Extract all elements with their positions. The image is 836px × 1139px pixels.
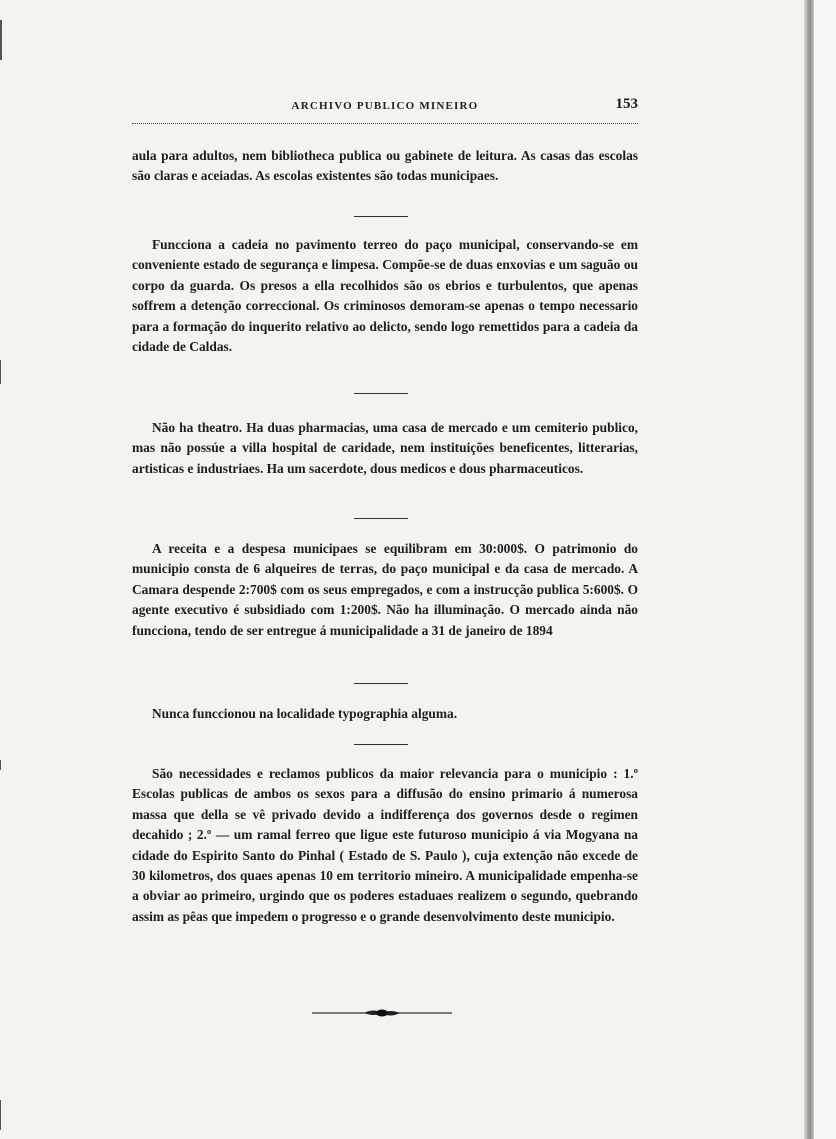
paragraph-public-services: Não ha theatro. Ha duas pharmacias, uma casa de mercado e um cemiterio publico, mas não possúe a villa hospital de caridade, nem instituições beneficentes, litterarias, artisticas e industriaes. Ha um sacerdote, dous medicos e dous pharmaceuticos. [132, 420, 638, 476]
section-separator [354, 216, 408, 217]
section-separator [354, 393, 408, 394]
paragraph-printing: Nunca funccionou na localidade typographia alguma. [152, 706, 458, 721]
section-separator [354, 683, 408, 684]
scan-edge-mark [0, 1100, 1, 1130]
paragraph-needs: São necessidades e reclamos publicos da maior relevancia para o municipio : 1.º Escolas publicas de ambos os sexos para a diffusão do ensino primario á numerosa massa que della se vê privado devido a indifferença dos governos desde o regimen decahido ; 2.º — um ramal ferreo que ligue este futuroso municipio á via Mogyana na cidade do Espirito Santo do Pinhal ( Estado de S. Paulo ), cuja extenção não excede de 30 kilometros, dos quaes apenas 10 em territorio mineiro. A municipalidade empenha-se a obviar ao primeiro, urgindo que os poderes estaduaes realizem o segundo, quebrando assim as pêas que impedem o progresso e o grande desenvolvimento deste municipio. [132, 766, 638, 924]
scan-edge-mark [0, 360, 1, 384]
page-number: 153 [615, 96, 638, 112]
book-spine-shadow [804, 0, 814, 1139]
scan-edge-mark [0, 20, 2, 60]
section-separator [354, 744, 408, 745]
running-header [132, 96, 638, 120]
page-margin-right [814, 0, 836, 1139]
paragraph-finances: A receita e a despesa municipaes se equilibram em 30:000$. O patrimonio do municipio consta de 6 alqueires de terras, do paço municipal e da casa de mercado. A Camara despende 2:700$ com os seus empregados, e com a instrucção publica 5:600$. O agente executivo é subsidiado com 1:200$. Não ha illuminação. O mercado ainda não funcciona, tendo de ser entregue á municipalidade a 31 de janeiro de 1894 [132, 541, 638, 638]
scan-edge-mark [0, 760, 1, 770]
end-ornament-icon [312, 1006, 452, 1020]
paragraph-jail: Funcciona a cadeia no pavimento terreo do paço municipal, conservando-se em conveniente estado de segurança e limpesa. Compõe-se de duas enxovias e um saguão ou corpo da guarda. Os presos a ella recolhidos são os ebrios e turbulentos, que apenas soffrem a detenção correccional. Os criminosos demoram-se apenas o tempo necessario para a formação do inquerito relativo ao delicto, sendo logo remettidos para a cadeia da cidade de Caldas. [132, 237, 638, 355]
header-rule [132, 123, 638, 124]
paragraph-schools: aula para adultos, nem bibliotheca publica ou gabinete de leitura. As casas das escolas são claras e aceiadas. As escolas existentes são todas municipaes. [132, 148, 638, 184]
header-title: ARCHIVO PUBLICO MINEIRO [291, 100, 479, 112]
section-separator [354, 518, 408, 519]
